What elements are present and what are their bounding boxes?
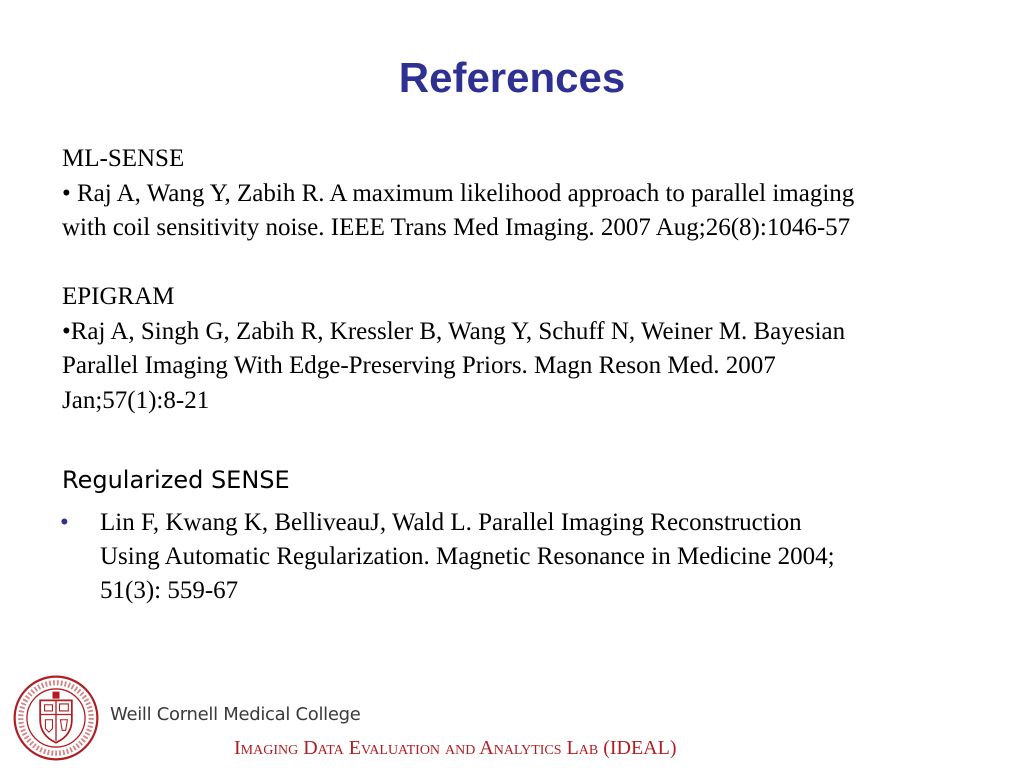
ml-sense-heading: ML-SENSE <box>62 145 185 172</box>
ml-sense-ref-line: • Raj A, Wang Y, Zabih R. A maximum likelihood approach to parallel imaging <box>62 179 855 207</box>
epigram-ref-line: •Raj A, Singh G, Zabih R, Kressler B, Wang Y, Schuff N, Weiner M. Bayesian <box>62 317 846 345</box>
ml-sense-block <box>62 142 1002 246</box>
epigram-ref-line: Jan;57(1):8-21 <box>62 386 210 414</box>
epigram-block <box>62 280 1002 418</box>
slide-title: References <box>398 54 626 101</box>
lab-acronym: (IDEAL) <box>603 737 677 759</box>
lab-name-words: Imaging Data Evaluation and Analytics Lab <box>234 737 604 759</box>
bullet-icon: • <box>60 509 69 536</box>
regularized-sense-heading: Regularized SENSE <box>62 466 290 494</box>
cornell-seal-icon <box>12 674 100 762</box>
college-name: Weill Cornell Medical College <box>110 704 361 725</box>
lab-name <box>234 734 677 762</box>
epigram-ref-line: Parallel Imaging With Edge-Preserving Priors. Magn Reson Med. 2007 <box>62 352 776 379</box>
regularized-sense-ref-line: 51(3): 559-67 <box>100 577 239 604</box>
regularized-sense-ref-line: Using Automatic Regularization. Magnetic Resonance in Medicine 2004; <box>100 543 835 570</box>
epigram-heading: EPIGRAM <box>62 283 175 310</box>
regularized-sense-ref <box>100 506 1000 608</box>
ml-sense-ref-line: with coil sensitivity noise. IEEE Trans Med Imaging. 2007 Aug;26(8):1046-57 <box>62 214 851 241</box>
regularized-sense-ref-line: Lin F, Kwang K, BelliveauJ, Wald L. Parallel Imaging Reconstruction <box>100 509 802 536</box>
